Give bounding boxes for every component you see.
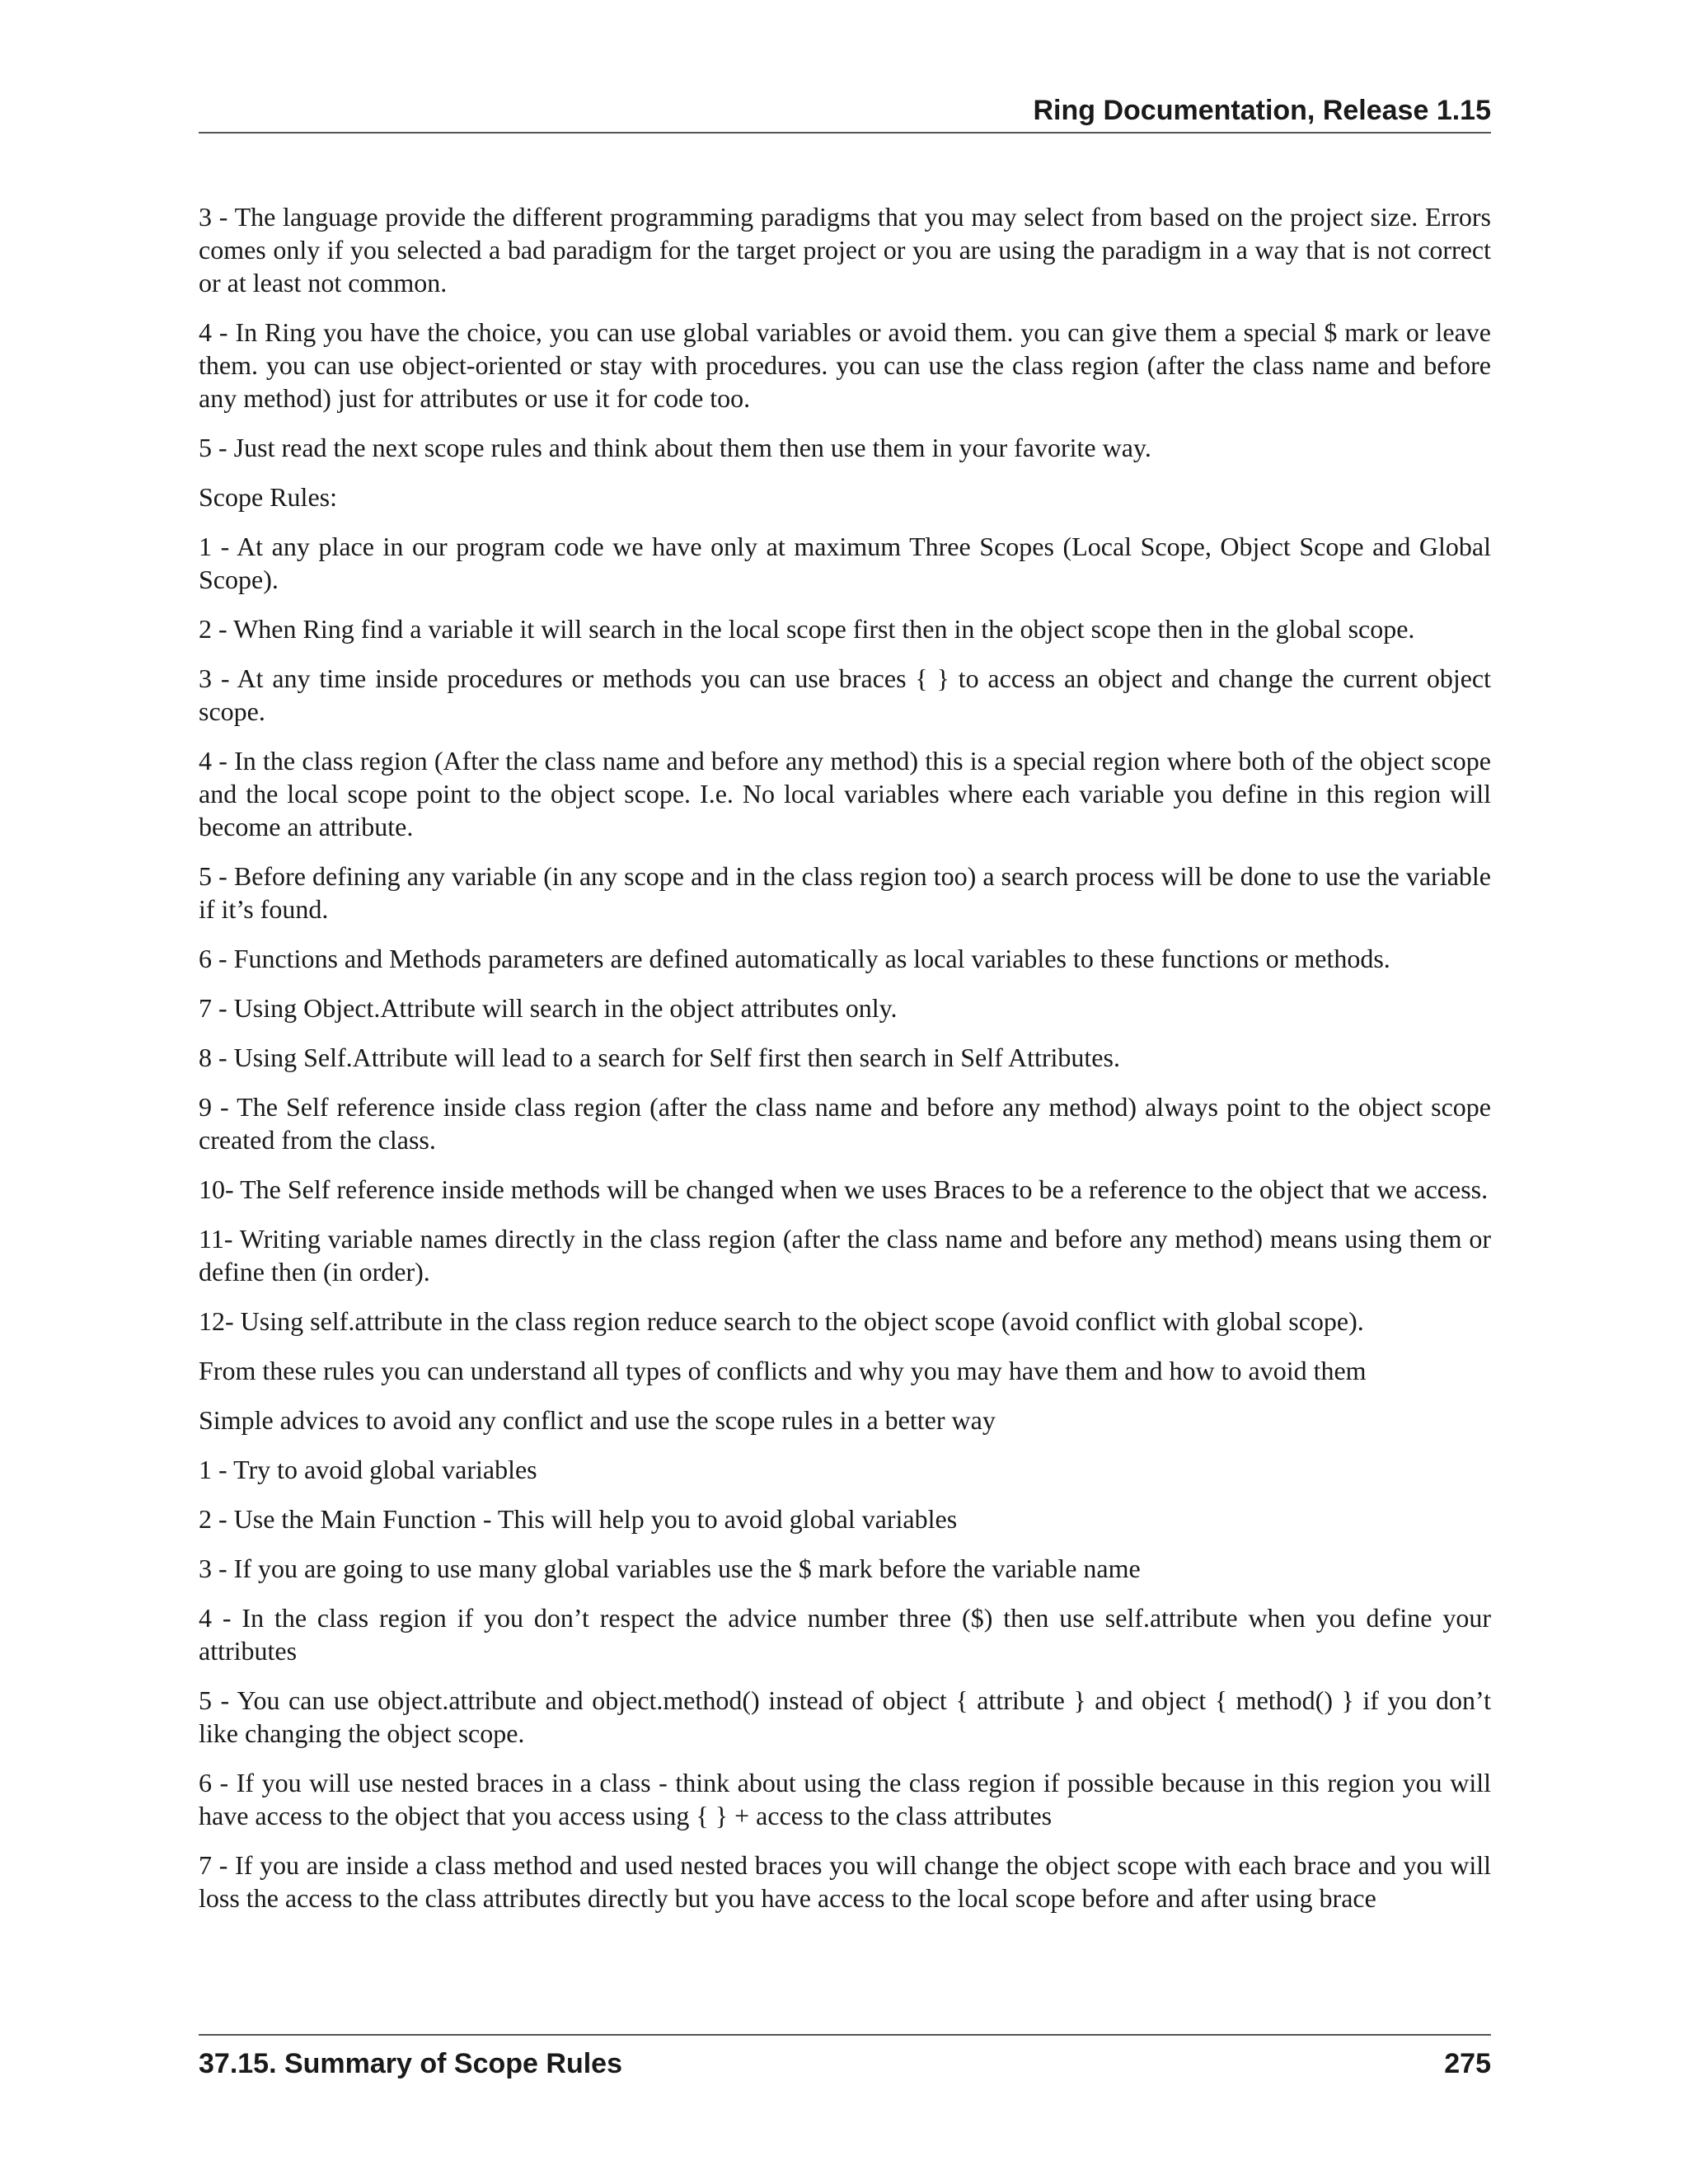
document-body: [199, 200, 1491, 1931]
paragraph: 3 - The language provide the different programming paradigms that you may select from based on the project size. Errors comes only if you selected a bad paradigm for the target project or you are using the paradigm in a way that is not correct or at least not common.: [199, 202, 1491, 298]
rule-item: 6 - Functions and Methods parameters are defined automatically as local variables to these functions or methods.: [199, 944, 1390, 973]
rule-item: 3 - At any time inside procedures or methods you can use braces { } to access an object and change the current object scope.: [199, 663, 1491, 726]
advice-item: 1 - Try to avoid global variables: [199, 1455, 537, 1484]
page-header: [199, 91, 1491, 134]
rule-item: 8 - Using Self.Attribute will lead to a search for Self first then search in Self Attributes.: [199, 1043, 1120, 1072]
paragraph: 4 - In Ring you have the choice, you can use global variables or avoid them. you can give them a special $ mark or leave them. you can use object-oriented or stay with procedures. you can use the class region (after the class name and before any method) just for attributes or use it for code too.: [199, 317, 1491, 413]
document-title: Ring Documentation, Release 1.15: [1033, 95, 1491, 126]
advice-item: 2 - Use the Main Function - This will help you to avoid global variables: [199, 1504, 958, 1534]
advice-item: 5 - You can use object.attribute and object.method() instead of object { attribute } and object { method() } if you don’t like changing the object scope.: [199, 1685, 1491, 1748]
rule-item: 1 - At any place in our program code we have only at maximum Three Scopes (Local Scope, Object Scope and Global Scope).: [199, 532, 1491, 594]
paragraph: Simple advices to avoid any conflict and use the scope rules in a better way: [199, 1405, 996, 1435]
rule-item: 5 - Before defining any variable (in any scope and in the class region too) a search process will be done to use the variable if it’s found.: [199, 861, 1491, 924]
advice-item: 7 - If you are inside a class method and used nested braces you will change the object scope with each brace and you will loss the access to the class attributes directly but you have access to the local scope before and after using brace: [199, 1850, 1491, 1913]
rule-item: 9 - The Self reference inside class region (after the class name and before any method) always point to the object scope created from the class.: [199, 1092, 1491, 1155]
advice-item: 4 - In the class region if you don’t respect the advice number three ($) then use self.attribute when you define your attributes: [199, 1603, 1491, 1666]
rule-item: 7 - Using Object.Attribute will search in the object attributes only.: [199, 993, 898, 1023]
paragraph: 5 - Just read the next scope rules and think about them then use them in your favorite way.: [199, 433, 1151, 462]
rule-item: 4 - In the class region (After the class name and before any method) this is a special region where both of the object scope and the local scope point to the object scope. I.e. No local variables where each variable you define in this region will become an attribute.: [199, 746, 1491, 841]
advice-item: 3 - If you are going to use many global variables use the $ mark before the variable name: [199, 1554, 1141, 1583]
page-footer: [199, 2034, 1491, 2085]
advice-item: 6 - If you will use nested braces in a class - think about using the class region if possible because in this region you will have access to the object that you access using { } + access to the class attributes: [199, 1768, 1491, 1830]
section-title: 37.15. Summary of Scope Rules: [199, 2048, 622, 2079]
rule-item: 2 - When Ring find a variable it will search in the local scope first then in the object scope then in the global scope.: [199, 614, 1415, 644]
page-number: 275: [1444, 2048, 1491, 2079]
rule-item: 11- Writing variable names directly in the class region (after the class name and before any method) means using them or define then (in order).: [199, 1224, 1491, 1286]
section-label: Scope Rules:: [199, 482, 337, 512]
rule-item: 12- Using self.attribute in the class region reduce search to the object scope (avoid conflict with global scope).: [199, 1306, 1364, 1336]
rule-item: 10- The Self reference inside methods will be changed when we uses Braces to be a reference to the object that we access.: [199, 1174, 1489, 1204]
paragraph: From these rules you can understand all types of conflicts and why you may have them and how to avoid them: [199, 1356, 1367, 1385]
